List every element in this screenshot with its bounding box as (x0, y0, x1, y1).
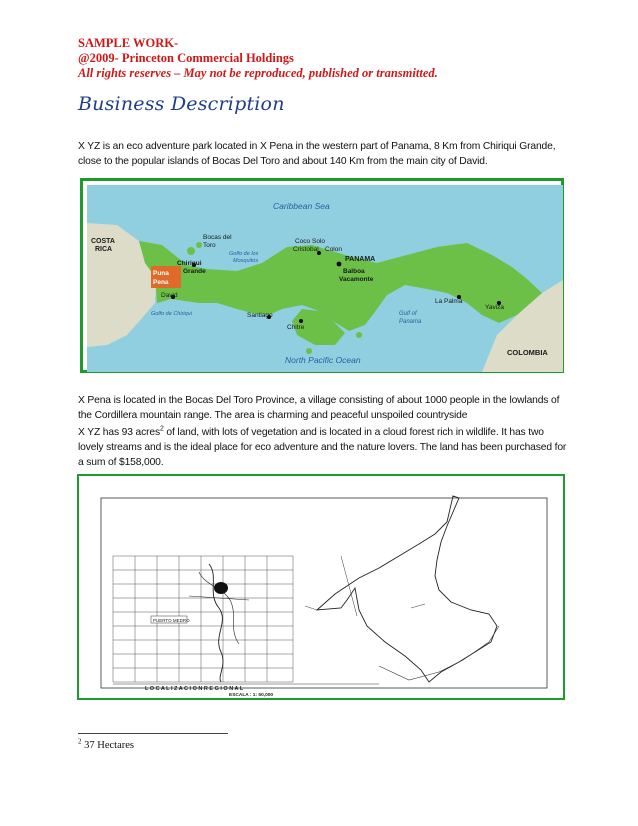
paragraph-location: X Pena is located in the Bocas Del Toro Province, a village consisting of about 1000 people in the lowlands of the Cordillera mountain range. The area is charming and peaceful unspoiled countryside (78, 395, 560, 422)
bocas-island (196, 242, 202, 248)
label-chiriqui-2: Grande (183, 268, 206, 275)
label-balboa: Balboa (343, 268, 365, 275)
paragraph-land-start: X YZ has 93 acres (78, 427, 160, 439)
label-colombia: COLOMBIA (507, 348, 548, 357)
regional-road (209, 564, 223, 682)
paragraph-land-end: of land, with lots of vegetation and is located in a cloud forest rich in wildlife. It has two lovely streams and is the ideal place for eco adventure and the nature lovers. The land has been purchased for a sum of $158,000. (78, 427, 567, 469)
regional-grid (113, 556, 293, 682)
header-rights-notice: All rights reserves – May not be reproduced, published or transmitted. (78, 66, 438, 80)
survey-line (341, 556, 357, 616)
label-coco-solo: Coco Solo (295, 238, 325, 245)
label-santiago: Santiago (247, 312, 273, 319)
label-colon: Colon (325, 246, 342, 253)
label-north-pacific-ocean: North Pacific Ocean (285, 355, 361, 365)
header-copyright: @2009- Princeton Commercial Holdings (78, 51, 294, 65)
label-vacamonte: Vacamonte (339, 276, 374, 283)
label-panama: PANAMA (345, 256, 376, 263)
label-puna: Puna (153, 270, 169, 277)
city-dot (337, 262, 342, 267)
label-chiriqui-1: Chiriqui (177, 260, 202, 267)
header-sample-work: SAMPLE WORK- (78, 36, 179, 50)
footnote-number: 2 (78, 737, 82, 746)
survey-line (411, 604, 425, 608)
escala-label: ESCALA : 1: 50,000 (229, 693, 274, 698)
city-dot (299, 319, 303, 323)
label-golfo-chiriqui: Golfo de Chiriqui (151, 311, 192, 317)
section-title: Business Description (78, 93, 285, 115)
label-caribbean-sea: Caribbean Sea (273, 201, 330, 211)
footnote-text: 37 Hectares (81, 740, 134, 751)
footnote-rule (78, 733, 228, 734)
localizacion-title: L O C A L I Z A C I O N R E G I O N A L (145, 686, 244, 692)
pacific-island (306, 348, 312, 354)
label-la-palma: La Palma (435, 298, 463, 305)
label-golfo-mosquitos-1: Golfo de los (229, 251, 259, 257)
label-cristobal: Cristobal (293, 246, 319, 253)
label-chitre: Chitre (287, 324, 305, 331)
site-marker (214, 582, 228, 594)
panama-map-graphic (87, 185, 563, 372)
document-header (78, 36, 598, 81)
label-rica: RICA (95, 246, 113, 253)
label-david: David (161, 292, 178, 299)
plot-inner-frame (101, 498, 547, 688)
label-pena: Pena (153, 279, 169, 286)
label-golfo-mosquitos-2: Mosquitos (233, 258, 259, 264)
land-plot-figure (77, 474, 565, 700)
pacific-island (356, 332, 362, 338)
label-gulf-panama: Panama (399, 319, 422, 325)
label-costa: COSTA (91, 238, 115, 245)
puerto-medro-label: PUERTO MEDRO (153, 618, 190, 623)
paragraph-intro: X YZ is an eco adventure park located in X Pena in the western part of Panama, 8 Km from Chiriqui Grande, close to the popular islands of Bocas Del Toro and about 140 Km from the main city of David. (78, 141, 556, 168)
panama-map (80, 178, 564, 373)
boundary-road (379, 626, 499, 680)
footnote (78, 737, 134, 751)
footnote-ref: 2 (159, 425, 164, 433)
label-yaviza: Yaviza (485, 304, 505, 311)
bocas-island (187, 247, 195, 255)
paragraph-land (78, 425, 568, 470)
label-bocas-1: Bocas del (203, 234, 232, 241)
property-boundary (317, 496, 497, 682)
label-gulf-of: Gulf of (399, 311, 417, 317)
land-plot-graphic (79, 476, 563, 698)
survey-line (305, 606, 317, 610)
label-bocas-2: Toro (203, 242, 216, 249)
